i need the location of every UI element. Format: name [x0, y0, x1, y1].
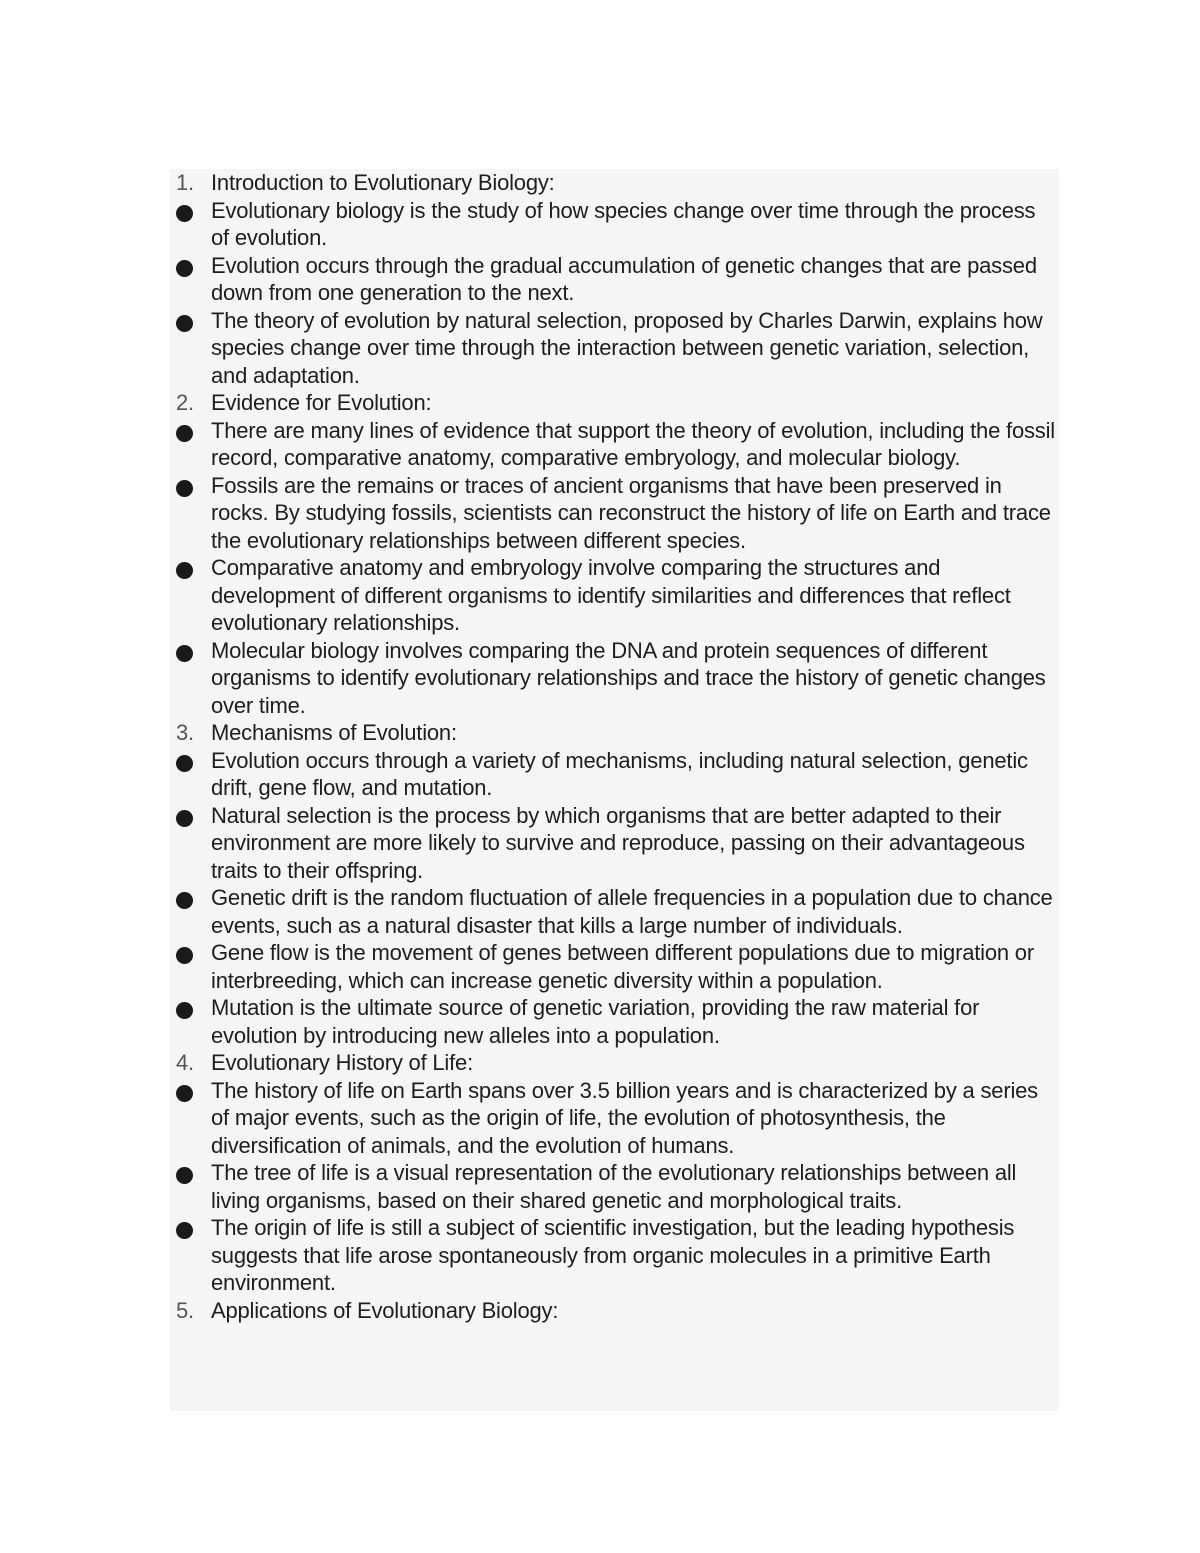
bullet-dot-icon	[176, 810, 193, 827]
bullet-item	[170, 417, 1059, 472]
bullet-item	[170, 472, 1059, 555]
section-number: 3.	[176, 720, 194, 745]
bullet-item	[170, 939, 1059, 994]
bullet-text: There are many lines of evidence that support the theory of evolution, including the fossil record, comparative anatomy, comparative embryology, and molecular biology.	[211, 417, 1055, 470]
bullet-dot-icon	[176, 480, 193, 497]
section-title: Evidence for Evolution:	[211, 390, 432, 415]
bullet-dot-icon	[176, 1085, 193, 1102]
bullet-item	[170, 747, 1059, 802]
section-number: 2.	[176, 390, 194, 415]
bullet-text: Molecular biology involves comparing the DNA and protein sequences of different organisms to identify evolutionary relationships and trace the history of genetic changes over time.	[211, 637, 1046, 718]
section-heading	[170, 1049, 1059, 1077]
section-title: Mechanisms of Evolution:	[211, 720, 457, 745]
bullet-item	[170, 994, 1059, 1049]
bullet-item	[170, 1077, 1059, 1160]
bullet-text: Evolutionary biology is the study of how species change over time through the process of evolution.	[211, 197, 1036, 250]
section-heading	[170, 389, 1059, 417]
bullet-text: Gene flow is the movement of genes between different populations due to migration or interbreeding, which can increase genetic diversity within a population.	[211, 940, 1034, 993]
bullet-item	[170, 197, 1059, 252]
bullet-item	[170, 637, 1059, 720]
bullet-item	[170, 554, 1059, 637]
bullet-dot-icon	[176, 425, 193, 442]
bullet-dot-icon	[176, 1167, 193, 1184]
bullet-dot-icon	[176, 892, 193, 909]
bullet-item	[170, 884, 1059, 939]
bullet-text: Evolution occurs through the gradual accumulation of genetic changes that are passed down from one generation to the next.	[211, 252, 1037, 305]
bullet-item	[170, 252, 1059, 307]
bullet-item	[170, 307, 1059, 390]
bullet-text: Natural selection is the process by which organisms that are better adapted to their environment are more likely to survive and reproduce, passing on their advantageous traits to their offspring.	[211, 802, 1025, 883]
bullet-text: Mutation is the ultimate source of genetic variation, providing the raw material for evolution by introducing new alleles into a population.	[211, 995, 980, 1048]
bullet-text: Comparative anatomy and embryology involve comparing the structures and development of different organisms to identify similarities and differences that reflect evolutionary relationships.	[211, 555, 1011, 635]
section-number: 5.	[176, 1297, 194, 1323]
section-number: 4.	[176, 1050, 194, 1075]
bullet-dot-icon	[176, 755, 193, 772]
bullet-dot-icon	[176, 1222, 193, 1239]
bullet-dot-icon	[176, 260, 193, 277]
bullet-text: The history of life on Earth spans over 3.5 billion years and is characterized by a series of major events, such as the origin of life, the evolution of photosynthesis, the diversification of animals, and the evolution of humans.	[211, 1077, 1038, 1158]
section-title: Introduction to Evolutionary Biology:	[211, 170, 555, 195]
bullet-text: The theory of evolution by natural selection, proposed by Charles Darwin, explains how species change over time through the interaction between genetic variation, selection, and adaptation.	[211, 307, 1043, 388]
bullet-dot-icon	[176, 205, 193, 222]
bullet-item	[170, 1159, 1059, 1214]
bullet-item	[170, 1214, 1059, 1297]
bullet-item	[170, 802, 1059, 885]
bullet-dot-icon	[176, 645, 193, 662]
bullet-dot-icon	[176, 562, 193, 579]
bullet-dot-icon	[176, 947, 193, 964]
bullet-text: The origin of life is still a subject of scientific investigation, but the leading hypothesis suggests that life arose spontaneously from organic molecules in a primitive Earth environment.	[211, 1215, 1015, 1295]
bullet-text: The tree of life is a visual representation of the evolutionary relationships between all living organisms, based on their shared genetic and morphological traits.	[211, 1160, 1017, 1213]
section-number: 1.	[176, 170, 194, 195]
bullet-dot-icon	[176, 315, 193, 332]
document-outline	[170, 169, 1059, 1324]
section-title: Evolutionary History of Life:	[211, 1050, 473, 1075]
section-heading	[170, 169, 1059, 197]
bullet-dot-icon	[176, 1002, 193, 1019]
section-heading	[170, 1297, 1059, 1325]
section-title: Applications of Evolutionary Biology:	[211, 1297, 559, 1323]
bullet-text: Evolution occurs through a variety of mechanisms, including natural selection, genetic drift, gene flow, and mutation.	[211, 747, 1028, 800]
section-heading	[170, 719, 1059, 747]
bullet-text: Fossils are the remains or traces of ancient organisms that have been preserved in rocks. By studying fossils, scientists can reconstruct the history of life on Earth and trace the evolutionary relationships between different species.	[211, 472, 1051, 553]
bullet-text: Genetic drift is the random fluctuation of allele frequencies in a population due to chance events, such as a natural disaster that kills a large number of individuals.	[211, 885, 1053, 938]
